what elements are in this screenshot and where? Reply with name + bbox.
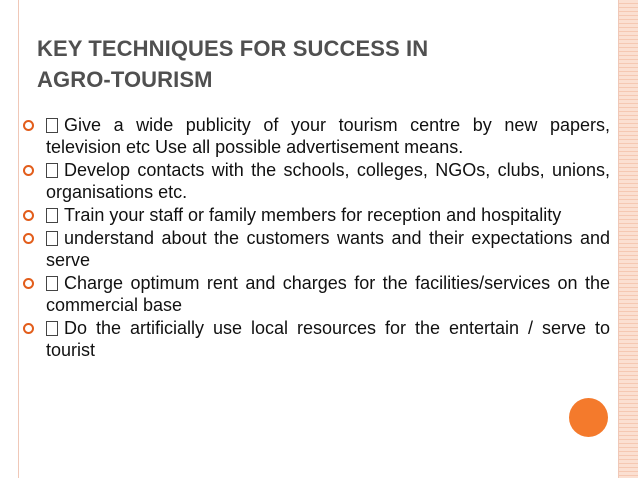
- missing-glyph-icon: [46, 231, 58, 246]
- bullet-circle-icon: [23, 323, 34, 334]
- slide-title-line-1: KEY TECHNIQUES FOR SUCCESS IN: [37, 36, 429, 61]
- bullet-text: Give a wide publicity of your tourism centre by new papers, television etc Use all possible advertisement means.: [46, 115, 610, 157]
- bullet-circle-icon: [23, 278, 34, 289]
- bullet-text: Develop contacts with the schools, colleges, NGOs, clubs, unions, organisations etc.: [46, 160, 610, 202]
- missing-glyph-icon: [46, 118, 58, 133]
- orange-circle-decoration: [569, 398, 608, 437]
- bullet-item: [0, 114, 638, 158]
- bullet-text-block: [46, 317, 610, 361]
- bullet-item: [0, 317, 638, 361]
- bullet-text-block: [46, 272, 610, 316]
- bullet-circle-icon: [23, 120, 34, 131]
- missing-glyph-icon: [46, 163, 58, 178]
- bullet-text-block: [46, 227, 610, 271]
- bullet-text: Train your staff or family members for reception and hospitality: [64, 205, 562, 225]
- bullet-text: Do the artificially use local resources for the entertain / serve to tourist: [46, 318, 610, 360]
- missing-glyph-icon: [46, 276, 58, 291]
- bullet-item: [0, 227, 638, 271]
- bullet-text: Charge optimum rent and charges for the facilities/services on the commercial base: [46, 273, 610, 315]
- bullet-text: understand about the customers wants and their expectations and serve: [46, 228, 610, 270]
- bullet-text-block: [46, 114, 610, 158]
- bullet-text-block: [46, 159, 610, 203]
- missing-glyph-icon: [46, 321, 58, 336]
- bullet-text-block: [46, 204, 610, 226]
- bullet-circle-icon: [23, 165, 34, 176]
- bullet-circle-icon: [23, 233, 34, 244]
- bullet-item: [0, 204, 638, 226]
- bullet-item: [0, 159, 638, 203]
- bullet-circle-icon: [23, 210, 34, 221]
- slide-title: [37, 33, 597, 95]
- slide-title-line-2: AGRO-TOURISM: [37, 67, 213, 92]
- missing-glyph-icon: [46, 208, 58, 223]
- bullet-item: [0, 272, 638, 316]
- bullet-list: [0, 114, 638, 362]
